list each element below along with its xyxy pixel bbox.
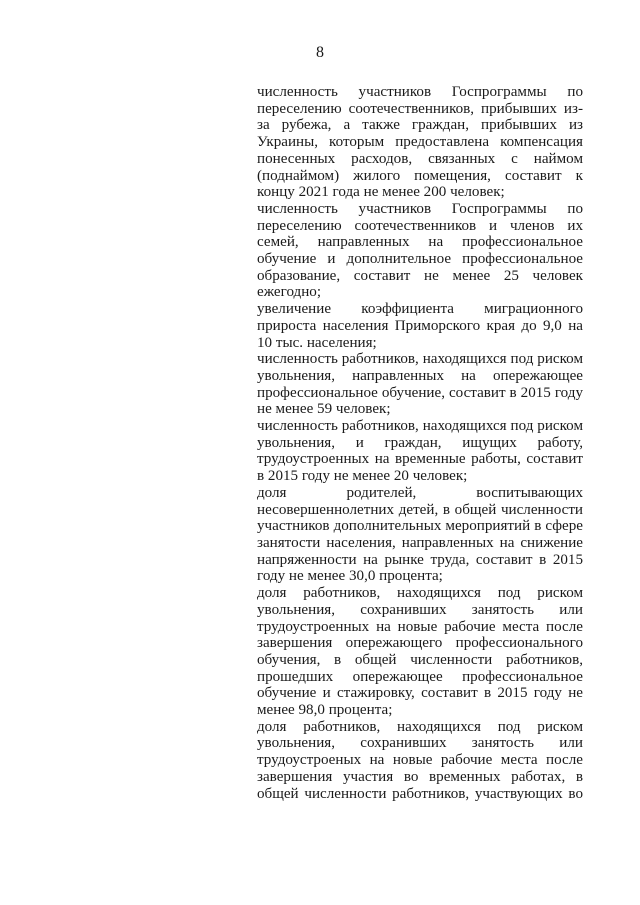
document-body bbox=[257, 84, 583, 802]
paragraph-employed-after-temporary-work: доля работников, находящихся под риском увольнения, сохранивших занятость или трудоустроеных на новые рабочие места после завершения участия во временных работах, в общей численности работников, участвующих во bbox=[257, 718, 583, 802]
paragraph-temporary-jobs: численность работников, находящихся под риском увольнения, и граждан, ищущих работу, трудоустроенных на временные работы, составит в 2015 году не менее 20 человек; bbox=[257, 418, 583, 485]
paragraph-migration-growth: увеличение коэффициента миграционного прироста населения Приморского края до 9,0 на 10 тыс. населения; bbox=[257, 301, 583, 351]
paragraph-advanced-training: численность работников, находящихся под риском увольнения, направленных на опережающее профессиональное обучение, составит в 2015 году не менее 59 человек; bbox=[257, 351, 583, 418]
page-number: 8 bbox=[316, 44, 324, 61]
paragraph-resettlers-compensation: численность участников Госпрограммы по переселению соотечественников, прибывших из-за рубежа, а также граждан, прибывших из Украины, которым предоставлена компенсация понесенных расходов, связанных с наймом (поднаймом) жилого помещения, составит к концу 2021 года не менее 200 человек; bbox=[257, 84, 583, 201]
paragraph-parents-share: доля родителей, воспитывающих несовершеннолетних детей, в общей численности участников дополнительных мероприятий в сфере занятости населения, направленных на снижение напряженности на рынке труда, составит в 2015 году не менее 30,0 процента; bbox=[257, 484, 583, 585]
paragraph-resettlers-training: численность участников Госпрограммы по переселению соотечественников и членов их семей, направленных на профессиональное обучение и дополнительное профессиональное образование, составит не менее 25 человек ежегодно; bbox=[257, 200, 583, 301]
paragraph-employed-after-training: доля работников, находящихся под риском увольнения, сохранивших занятость или трудоустроенных на новые рабочие места после завершения опережающего профессионального обучения, в общей численности работников, прошедших опережающее профессиональное обучение и стажировку, составит в 2015 году не менее 98,0 процента; bbox=[257, 585, 583, 719]
